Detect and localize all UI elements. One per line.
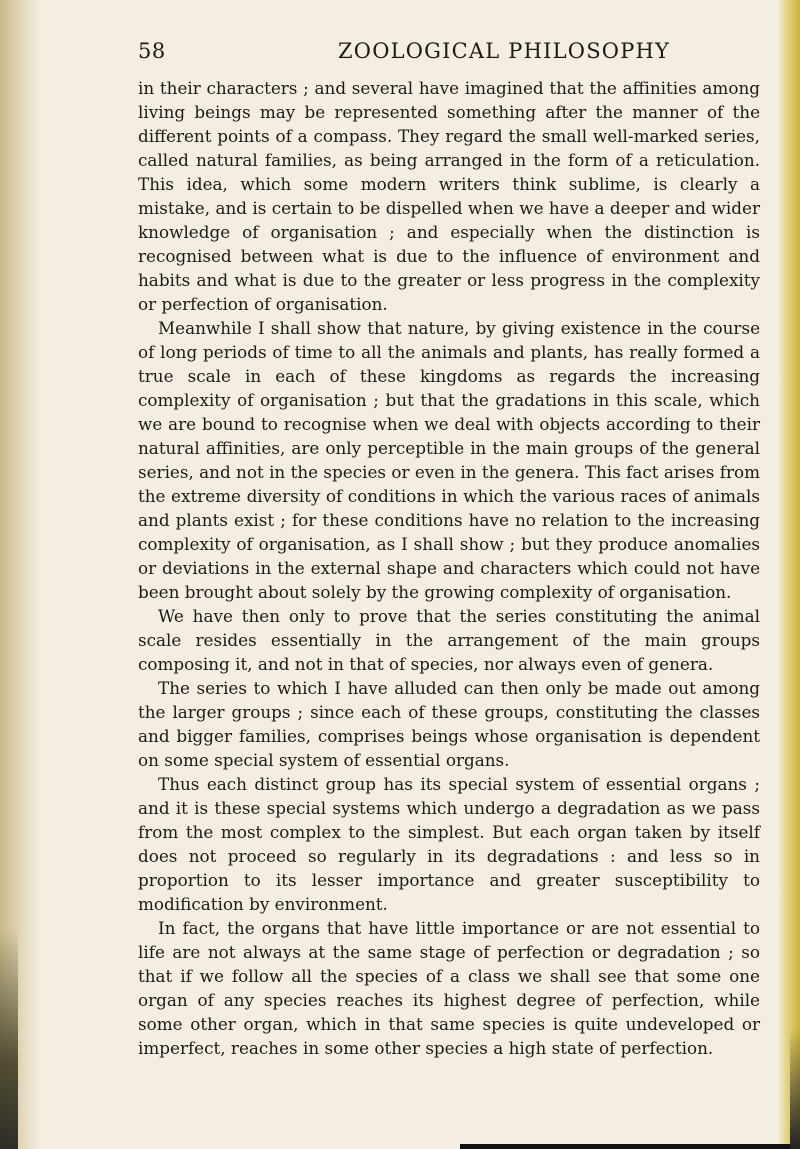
- body-text: [138, 76, 760, 1060]
- paragraph-6: In fact, the organs that have little importance or are not essential to life are not always at the same stage of perfection or degradation ; so that if we follow all the species of a class we shall see that some one organ of any species reaches its highest degree of perfection, while some other organ, which in that same species is quite undeveloped or imperfect, reaches in some other species a high state of perfection.: [138, 918, 760, 1058]
- page-bottom-edge: [460, 1144, 790, 1149]
- page-edge-dark-corner: [790, 1029, 800, 1149]
- paragraph-1: in their characters ; and several have imagined that the affinities among living beings may be represented something after the manner of the different points of a compass. They regard the small well-marked series, called natural families, as being arranged in the form of a reticulation. This idea, which some modern writers think sublime, is clearly a mistake, and is certain to be dispelled when we have a deeper and wider knowledge of organisation ; and especially when the distinction is recognised between what is due to the influence of environment and habits and what is due to the greater or less progress in the complexity or perfection of organisation.: [138, 78, 760, 314]
- page-number: 58: [138, 39, 166, 63]
- paragraph-5: Thus each distinct group has its special system of essential organs ; and it is these special systems which undergo a degradation as we pass from the most complex to the simplest. But each organ taken by itself does not proceed so regularly in its degradations : and less so in proportion to its lesser importance and greater susceptibility to modification by environment.: [138, 774, 760, 914]
- paragraph-2: Meanwhile I shall show that nature, by giving existence in the course of long periods of time to all the animals and plants, has really formed a true scale in each of these kingdoms as regards the increasing complexity of organisation ; but that the gradations in this scale, which we are bound to recognise when we deal with objects according to their natural affinities, are only perceptible in the main groups of the general series, and not in the species or even in the genera. This fact arises from the extreme diversity of conditions in which the various races of animals and plants exist ; for these conditions have no relation to the increasing complexity of organisation, as I shall show ; but they produce anomalies or deviations in the external shape and characters which could not have been brought about solely by the growing complexity of organisation.: [138, 318, 760, 602]
- gutter-dark-corner: [0, 929, 18, 1149]
- page-edge-tint: [778, 0, 800, 1149]
- page-header: [138, 39, 758, 67]
- running-title: ZOOLOGICAL PHILOSOPHY: [338, 39, 671, 63]
- paragraph-3: We have then only to prove that the series constituting the animal scale resides essentially in the arrangement of the main groups composing it, and not in that of species, nor always even of genera.: [138, 606, 760, 674]
- paragraph-4: The series to which I have alluded can then only be made out among the larger groups ; since each of these groups, constituting the classes and bigger families, comprises beings whose organisation is dependent on some special system of essential organs.: [138, 678, 760, 770]
